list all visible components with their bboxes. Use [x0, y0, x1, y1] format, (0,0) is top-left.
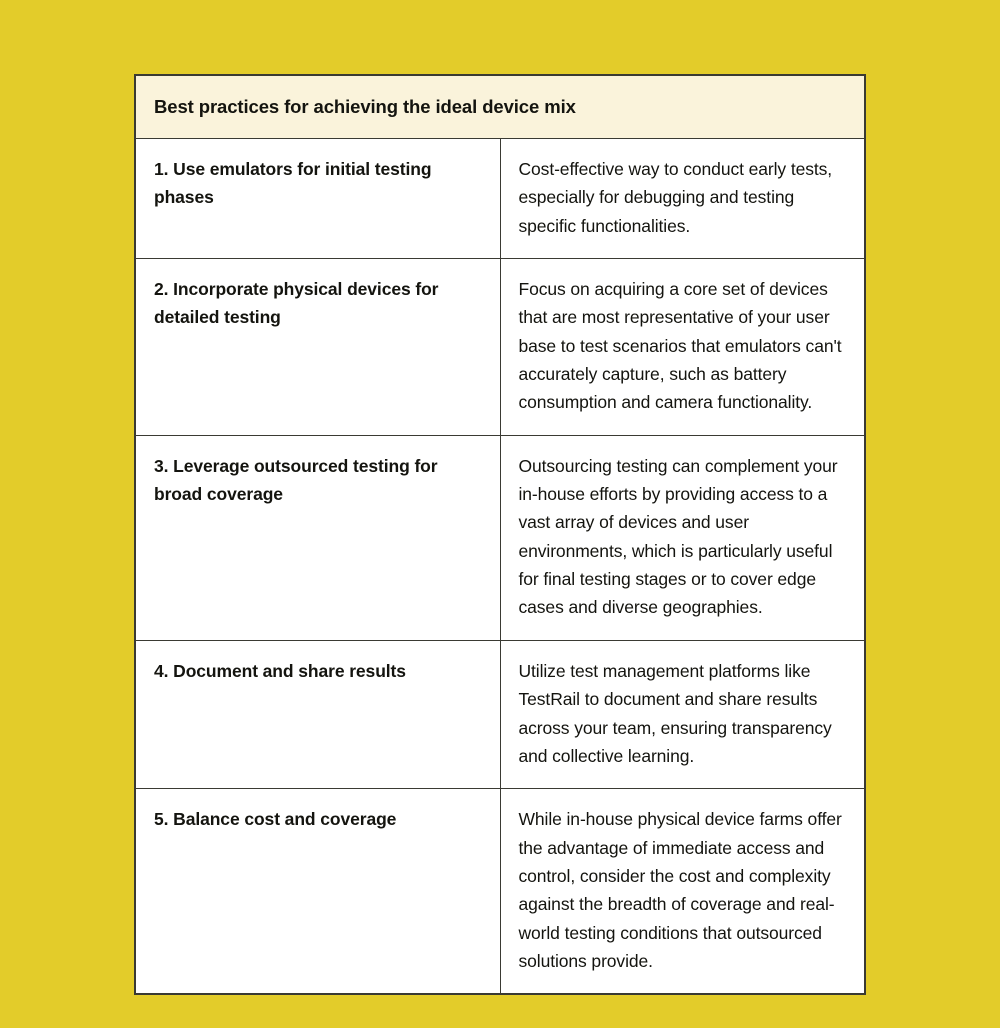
practice-description: Focus on acquiring a core set of devices that are most representative of your user base to test scenarios that emulators can't accurately capture, such as battery consumption and camera functionality.: [500, 259, 865, 436]
practice-term: 5. Balance cost and coverage: [136, 789, 501, 994]
table-header-row: [136, 76, 865, 139]
table-row: [136, 789, 865, 994]
practice-term: 4. Document and share results: [136, 640, 501, 788]
practice-description: Outsourcing testing can complement your in-house efforts by providing access to a vast array of devices and user environments, which is particularly useful for final testing stages or to cover edge cases and diverse geographies.: [500, 435, 865, 640]
table-title: Best practices for achieving the ideal device mix: [136, 76, 865, 139]
table-row: [136, 640, 865, 788]
practice-description: Cost-effective way to conduct early tests, especially for debugging and testing specific functionalities.: [500, 139, 865, 259]
table-body: [136, 139, 865, 994]
best-practices-table: [135, 75, 865, 994]
practice-description: While in-house physical device farms offer the advantage of immediate access and control, consider the cost and complexity against the breadth of coverage and real-world testing conditions that outsourced solutions provide.: [500, 789, 865, 994]
table-row: [136, 139, 865, 259]
practice-description: Utilize test management platforms like TestRail to document and share results across your team, ensuring transparency and collective learning.: [500, 640, 865, 788]
table-row: [136, 259, 865, 436]
practice-term: 2. Incorporate physical devices for detailed testing: [136, 259, 501, 436]
table-row: [136, 435, 865, 640]
best-practices-table-container: [134, 74, 866, 995]
practice-term: 1. Use emulators for initial testing phases: [136, 139, 501, 259]
practice-term: 3. Leverage outsourced testing for broad coverage: [136, 435, 501, 640]
table-header: [136, 76, 865, 139]
